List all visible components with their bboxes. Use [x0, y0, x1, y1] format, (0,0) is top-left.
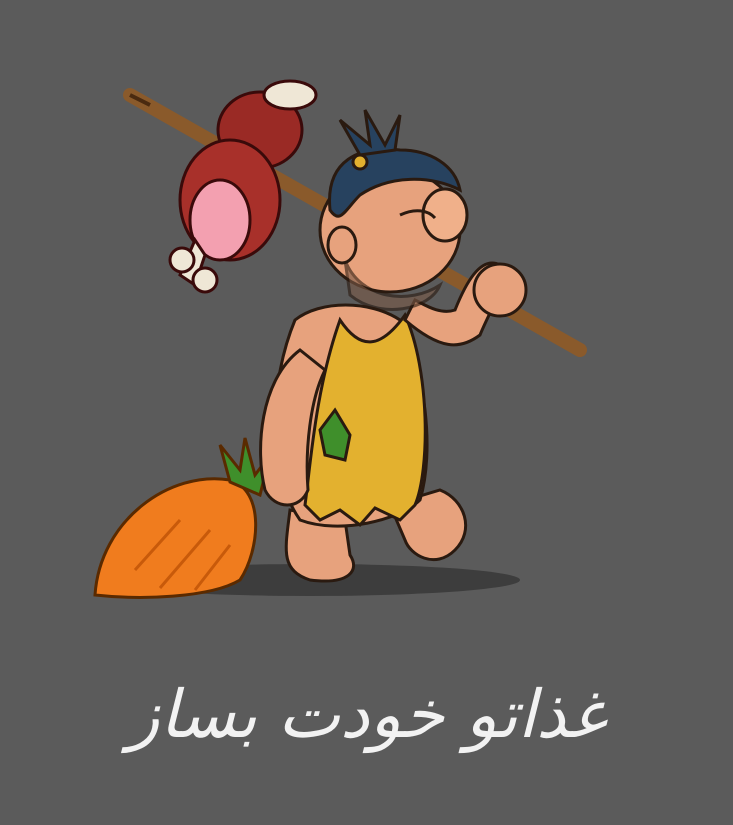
caveman	[261, 110, 526, 581]
caveman-illustration	[60, 50, 620, 610]
carrot	[95, 438, 270, 597]
app-title: غذاتو خودت بساز	[127, 676, 606, 753]
